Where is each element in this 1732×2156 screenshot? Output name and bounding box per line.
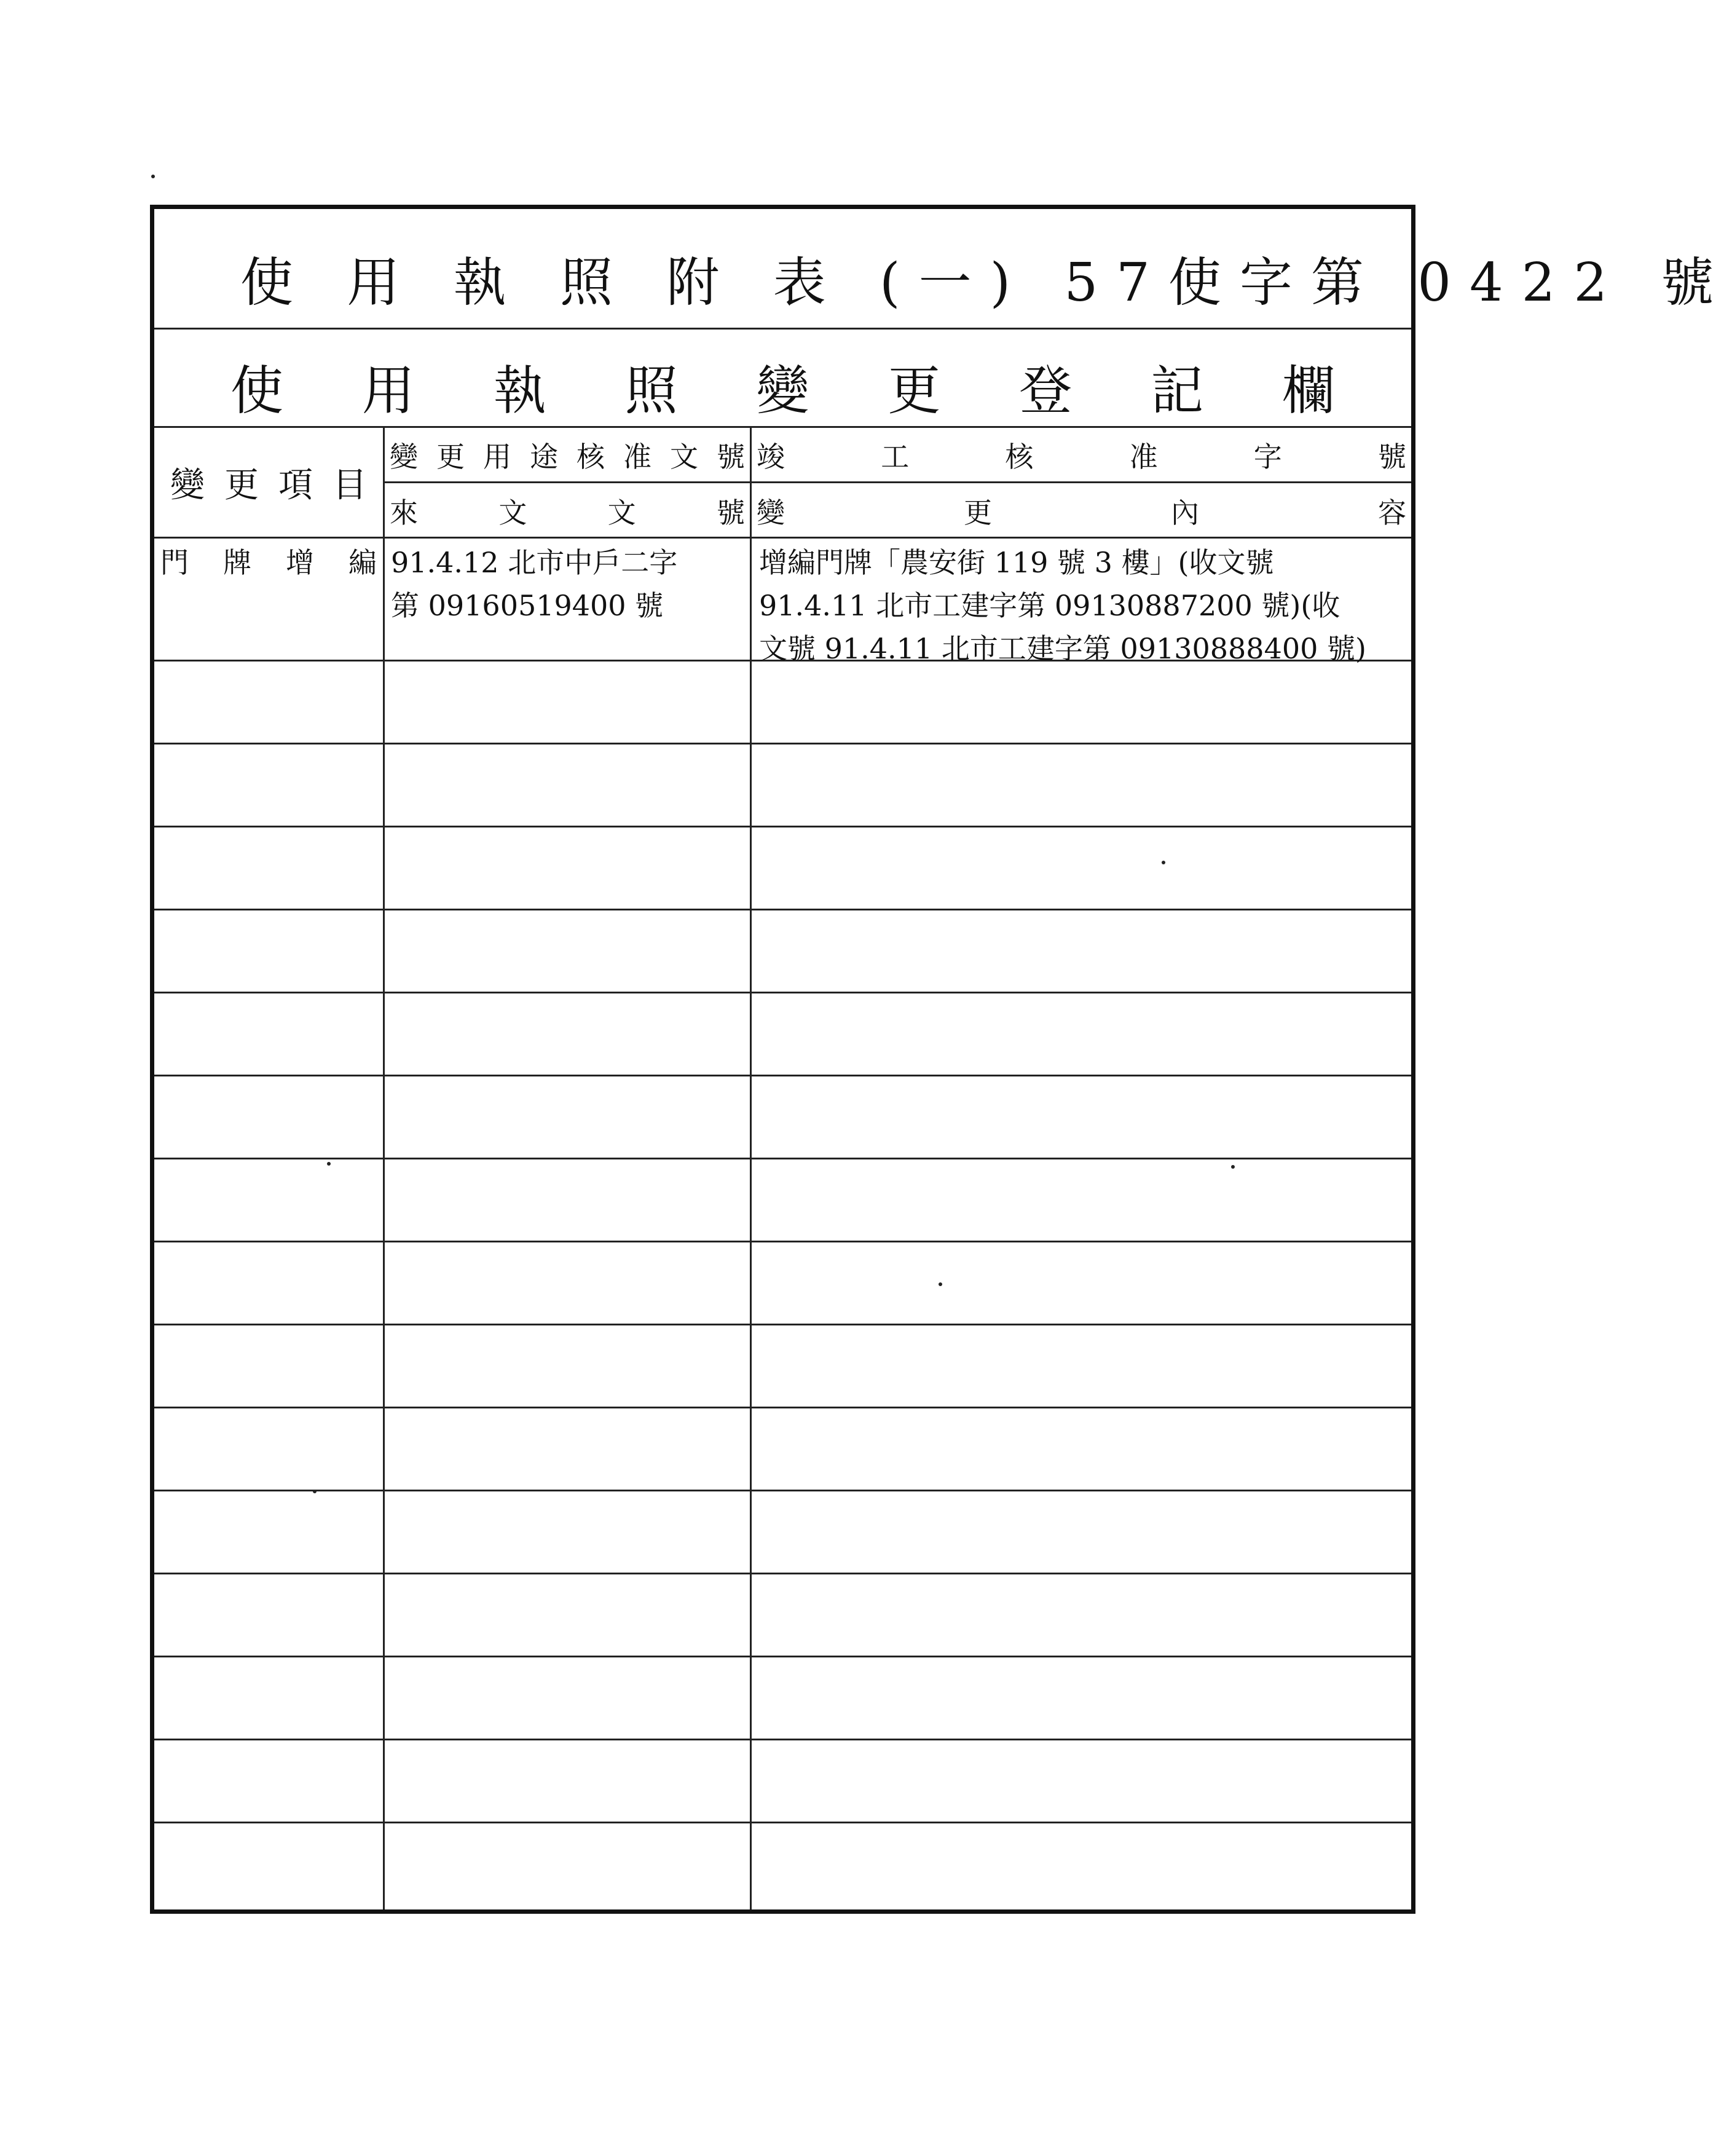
- document-number-line: 91.4.12 北市中戶二字: [391, 546, 678, 579]
- empty-table-row: [154, 1076, 1411, 1159]
- empty-cell: [385, 1325, 752, 1407]
- usage-license-form: [150, 205, 1732, 1914]
- empty-cell: [154, 1657, 385, 1739]
- header-char: 文: [607, 496, 636, 529]
- empty-cell: [385, 1491, 752, 1573]
- header-completion-approval-no: [752, 428, 1411, 483]
- table-row: [154, 539, 1411, 665]
- header-char: 更: [964, 496, 992, 529]
- empty-cell: [385, 1159, 752, 1241]
- empty-cell: [385, 661, 752, 743]
- header-char: 號: [716, 496, 745, 529]
- section-title-char: 使: [230, 360, 283, 422]
- empty-table-row: [154, 1740, 1411, 1823]
- header-char: 准: [1129, 440, 1158, 473]
- empty-table-row: [154, 661, 1411, 744]
- section-title-char: 變: [756, 360, 809, 422]
- empty-cell: [385, 1574, 752, 1656]
- empty-cell: [154, 1242, 385, 1324]
- header-char: 更: [436, 440, 465, 473]
- empty-cell: [752, 1325, 1411, 1407]
- empty-table-row: [154, 993, 1411, 1076]
- empty-cell: [752, 744, 1411, 826]
- header-char: 用: [483, 440, 511, 473]
- empty-cell: [385, 827, 752, 909]
- header-char: 途: [530, 440, 558, 473]
- header-char: 號: [1377, 440, 1406, 473]
- empty-table-row: [154, 1574, 1411, 1657]
- scan-speck: [327, 1162, 331, 1166]
- header-char: 目: [333, 465, 367, 505]
- document-number-line: 第 09160519400 號: [391, 589, 664, 622]
- section-title-char: 記: [1151, 360, 1204, 422]
- scan-speck: [1231, 1165, 1235, 1169]
- empty-cell: [752, 1823, 1411, 1909]
- empty-cell: [385, 1657, 752, 1739]
- empty-cell: [154, 1740, 385, 1822]
- empty-cell: [752, 1657, 1411, 1739]
- scan-speck: [151, 175, 155, 178]
- header-char: 核: [1005, 440, 1034, 473]
- subtitle-row: [154, 330, 1411, 428]
- empty-cell: [385, 744, 752, 826]
- empty-cell: [385, 1242, 752, 1324]
- empty-cell: [752, 1159, 1411, 1241]
- empty-cell: [385, 1823, 752, 1909]
- change-item-char: 增: [286, 546, 314, 579]
- empty-cell: [154, 993, 385, 1075]
- section-title-char: 更: [888, 360, 941, 422]
- empty-table-row: [154, 1823, 1411, 1909]
- scan-speck: [939, 1282, 942, 1286]
- header-char: 變: [170, 465, 205, 505]
- empty-cell: [752, 1740, 1411, 1822]
- empty-cell: [752, 910, 1411, 992]
- empty-cell: [752, 827, 1411, 909]
- document-number-cell: [385, 539, 752, 660]
- empty-cell: [154, 1574, 385, 1656]
- header-char: 更: [224, 465, 259, 505]
- change-item-char: 牌: [223, 546, 251, 579]
- header-document: [385, 428, 752, 537]
- empty-cell: [752, 661, 1411, 743]
- change-content-line: 文號 91.4.11 北市工建字第 09130888400 號): [759, 632, 1366, 665]
- change-content-cell: [752, 539, 1411, 665]
- header-approval-doc-no: [385, 428, 750, 483]
- empty-table-row: [154, 1325, 1411, 1408]
- header-char: 准: [623, 440, 651, 473]
- empty-table-row: [154, 1159, 1411, 1242]
- empty-cell: [752, 1574, 1411, 1656]
- section-title-char: 用: [361, 360, 415, 422]
- header-char: 字: [1253, 440, 1282, 473]
- header-char: 文: [498, 496, 527, 529]
- empty-cell: [752, 1076, 1411, 1158]
- empty-cell: [752, 1491, 1411, 1573]
- header-char: 核: [577, 440, 605, 473]
- header-char: 項: [278, 465, 313, 505]
- empty-cell: [385, 993, 752, 1075]
- empty-cell: [154, 910, 385, 992]
- header-char: 容: [1378, 496, 1406, 529]
- empty-table-row: [154, 910, 1411, 993]
- section-title: [154, 348, 1411, 424]
- empty-cell: [385, 1740, 752, 1822]
- change-content-line: 91.4.11 北市工建字第 09130887200 號)(收: [759, 589, 1340, 622]
- section-title-char: 執: [493, 360, 546, 422]
- table-header: [154, 428, 1411, 539]
- empty-cell: [154, 1491, 385, 1573]
- empty-cell: [385, 1076, 752, 1158]
- section-title-char: 照: [624, 360, 678, 422]
- empty-cell: [154, 827, 385, 909]
- header-char: 竣: [757, 440, 785, 473]
- header-char: 內: [1171, 496, 1199, 529]
- form-title: 使 用 執 照 附 表 (一) 57使字第 0422 號: [240, 252, 1732, 314]
- header-char: 工: [881, 440, 910, 473]
- header-char: 文: [670, 440, 698, 473]
- empty-cell: [385, 1408, 752, 1490]
- change-item-cell: [154, 539, 385, 660]
- header-detail: [752, 428, 1411, 537]
- header-char: 變: [757, 496, 785, 529]
- section-title-char: 登: [1019, 360, 1073, 422]
- empty-cell: [154, 1325, 385, 1407]
- change-item-char: 編: [348, 546, 377, 579]
- scan-speck: [313, 1490, 317, 1493]
- empty-table-row: [154, 1491, 1411, 1574]
- empty-table-row: [154, 744, 1411, 827]
- empty-table-row: [154, 827, 1411, 910]
- empty-table-row: [154, 1242, 1411, 1325]
- empty-cell: [154, 1823, 385, 1909]
- header-change-item: [154, 428, 385, 537]
- change-item-char: 門: [160, 546, 189, 579]
- title-row: [154, 209, 1732, 330]
- empty-table-row: [154, 1408, 1411, 1491]
- header-char: 來: [390, 496, 418, 529]
- empty-cell: [154, 744, 385, 826]
- empty-cell: [154, 1408, 385, 1490]
- empty-table-row: [154, 1657, 1411, 1740]
- empty-cell: [385, 910, 752, 992]
- empty-cell: [154, 1076, 385, 1158]
- header-char: 變: [390, 440, 418, 473]
- header-char: 號: [717, 440, 745, 473]
- change-content-line: 增編門牌「農安街 119 號 3 樓」(收文號: [759, 546, 1274, 579]
- table-body: [154, 539, 1411, 1909]
- header-incoming-doc-no: [385, 483, 750, 539]
- empty-cell: [752, 1408, 1411, 1490]
- empty-cell: [752, 1242, 1411, 1324]
- empty-cell: [752, 993, 1411, 1075]
- section-title-char: 欄: [1281, 360, 1335, 422]
- header-change-content: [752, 483, 1411, 539]
- scan-speck: [1162, 861, 1165, 864]
- empty-cell: [154, 661, 385, 743]
- empty-cell: [154, 1159, 385, 1241]
